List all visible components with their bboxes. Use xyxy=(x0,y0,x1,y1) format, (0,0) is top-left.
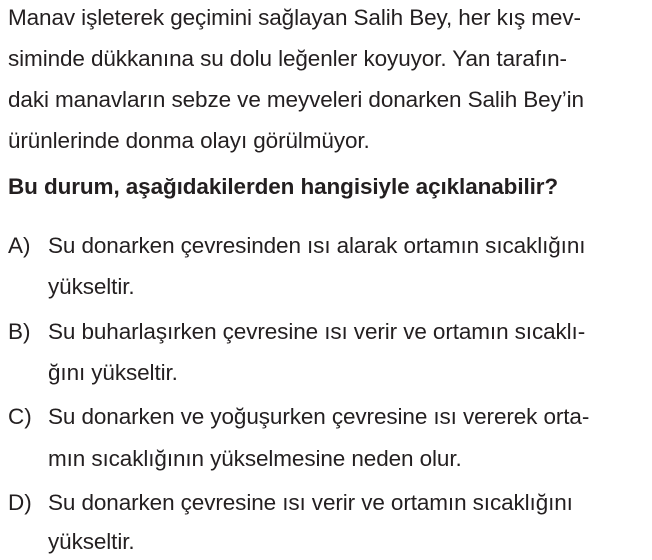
question-prompt: Bu durum, aşağıdakilerden hangisiyle açıklanabilir? xyxy=(8,174,559,199)
stem-line-4: ürünlerinde donma olayı görülmüyor. xyxy=(8,128,370,153)
option-c-text-line-1: Su donarken ve yoğuşurken çevresine ısı vererek orta- xyxy=(48,404,590,429)
option-d-letter: D) xyxy=(8,490,32,515)
option-d-text-line-1: Su donarken çevresine ısı verir ve ortamın sıcaklığını xyxy=(48,490,573,515)
stem-line-2: siminde dükkanına su dolu leğenler koyuyor. Yan tarafın- xyxy=(8,46,567,71)
option-b-text-line-2: ğını yükseltir. xyxy=(48,360,178,385)
option-b-letter: B) xyxy=(8,319,31,344)
option-d-text-line-2: yükseltir. xyxy=(48,529,135,554)
stem-line-3: daki manavların sebze ve meyveleri donarken Salih Bey’in xyxy=(8,87,584,112)
stem-line-1: Manav işleterek geçimini sağlayan Salih Bey, her kış mev- xyxy=(8,5,581,30)
option-c-letter: C) xyxy=(8,404,32,429)
option-a-text-line-1: Su donarken çevresinden ısı alarak ortamın sıcaklığını xyxy=(48,233,586,258)
option-c-text-line-2: mın sıcaklığının yükselmesine neden olur. xyxy=(48,446,462,471)
option-a-text-line-2: yükseltir. xyxy=(48,274,135,299)
option-a-letter: A) xyxy=(8,233,31,258)
option-b-text-line-1: Su buharlaşırken çevresine ısı verir ve ortamın sıcaklı- xyxy=(48,319,586,344)
